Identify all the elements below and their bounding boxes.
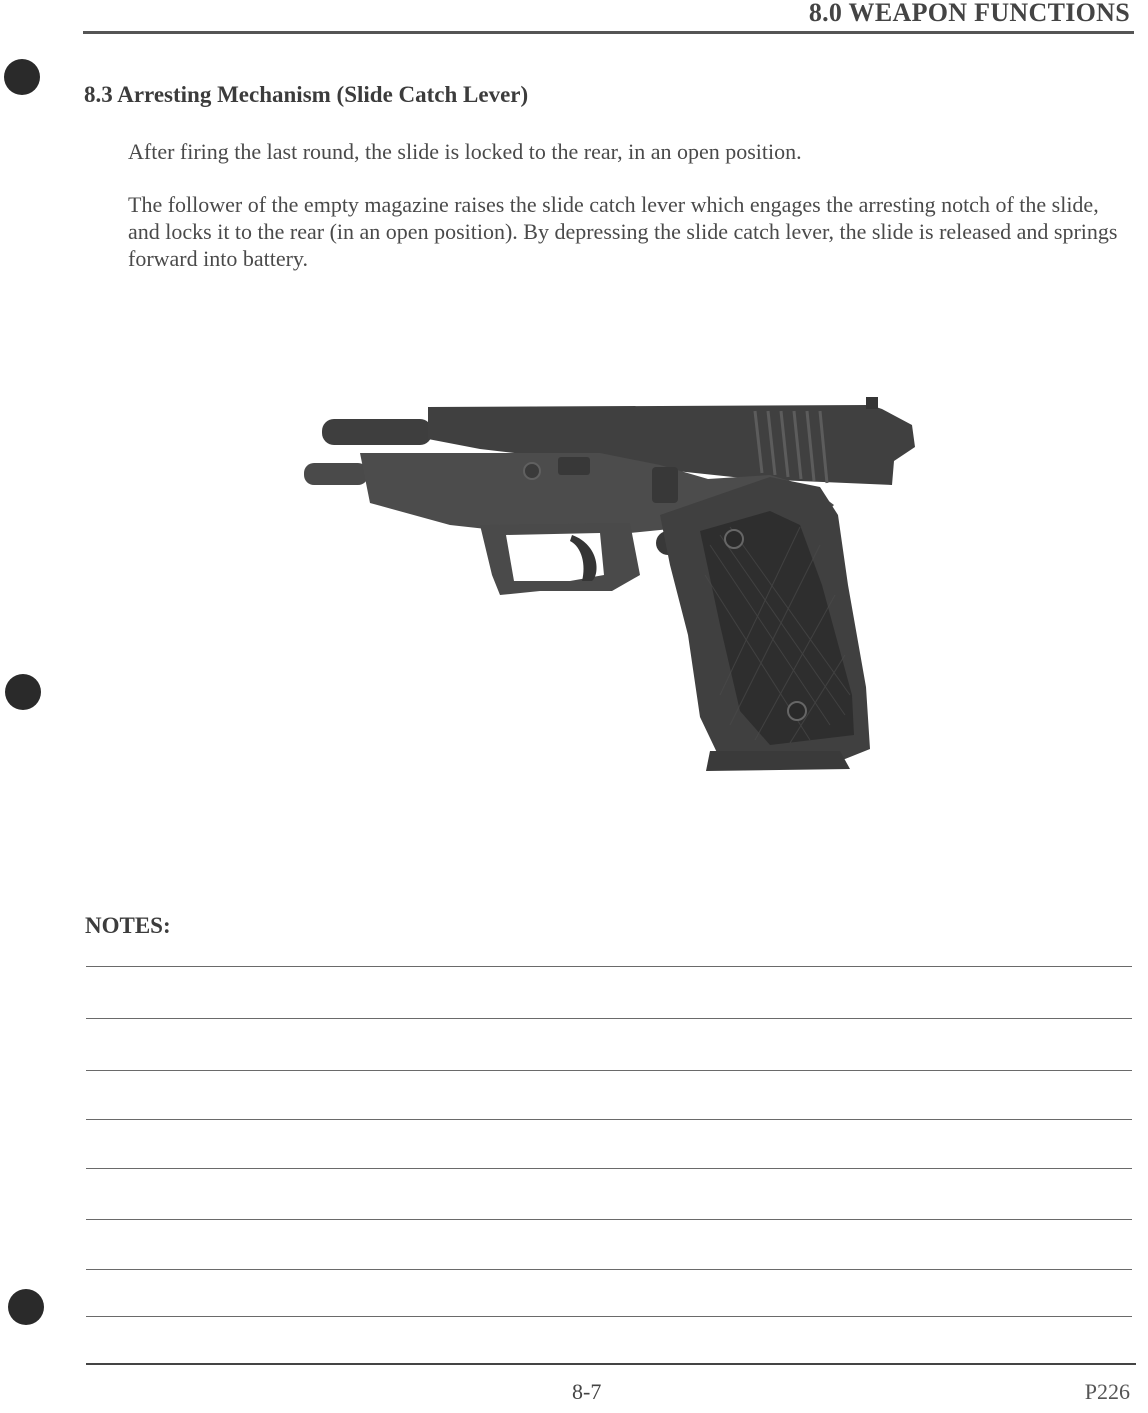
notes-heading: NOTES: <box>85 913 171 938</box>
document-code: P226 <box>1084 1379 1130 1404</box>
header-rule <box>83 31 1134 34</box>
pistol-photo <box>300 395 920 775</box>
notes-line-7 <box>86 1269 1132 1270</box>
notes-line-4 <box>86 1119 1132 1120</box>
notes-line-2 <box>86 1018 1132 1019</box>
binder-hole-bottom <box>8 1289 44 1325</box>
footer-rule <box>86 1363 1136 1365</box>
notes-line-6 <box>86 1219 1132 1220</box>
notes-line-1 <box>86 966 1132 967</box>
notes-line-5 <box>86 1168 1132 1169</box>
page-header-title: 8.0 WEAPON FUNCTIONS <box>808 0 1130 27</box>
pistol-icon <box>304 397 915 771</box>
notes-line-8 <box>86 1316 1132 1317</box>
paragraph-2: The follower of the empty magazine raises the slide catch lever which engages the arresting notch of the slide, and locks it to the rear (in an open position). By depressing the slide catch lever, the slide is released and springs forward into battery. <box>128 192 1118 271</box>
binder-hole-middle <box>5 674 41 710</box>
binder-hole-top <box>4 59 40 95</box>
section-heading: 8.3 Arresting Mechanism (Slide Catch Lever) <box>84 82 529 107</box>
notes-line-3 <box>86 1070 1132 1071</box>
paragraph-1: After firing the last round, the slide is locked to the rear, in an open position. <box>128 139 802 164</box>
page-number: 8-7 <box>572 1379 602 1404</box>
